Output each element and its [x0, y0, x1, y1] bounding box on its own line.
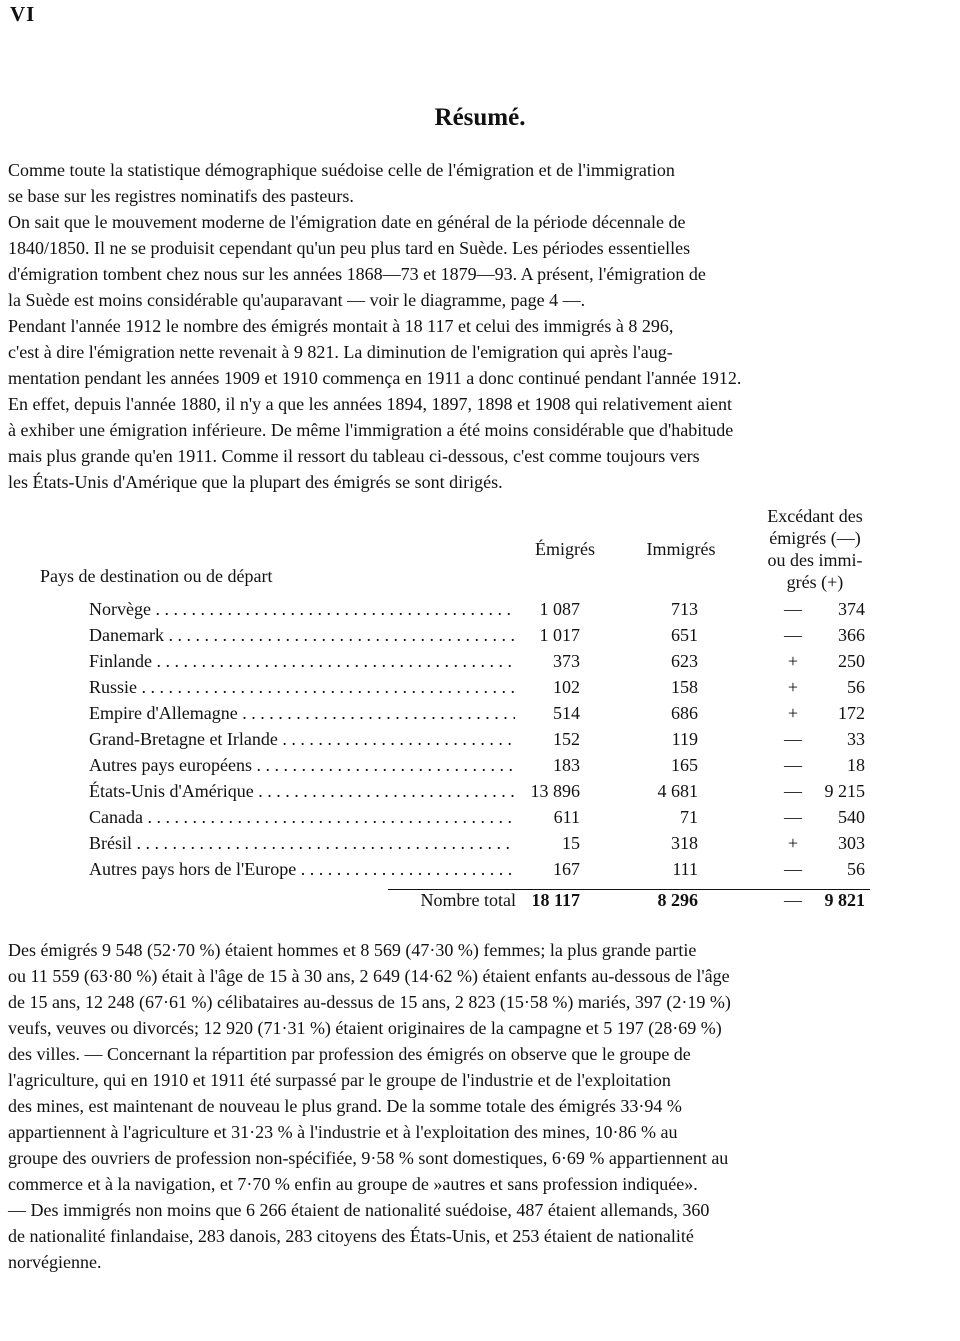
table-row — [0, 833, 960, 859]
row-country: Brésil . . . — [89, 833, 515, 854]
row-immigres: 686 — [671, 703, 698, 723]
text-line: En effet, depuis l'année 1880, il n'y a que les années 1894, 1897, 1898 et 1908 qui relativement aient — [8, 394, 732, 414]
table-row — [0, 599, 960, 625]
row-emigres: 183 — [553, 755, 580, 775]
row-country: Danemark . . . — [89, 625, 515, 646]
text-line: Pendant l'année 1912 le nombre des émigrés montait à 18 117 et celui des immigrés à 8 296, — [8, 316, 674, 336]
text-line: On sait que le mouvement moderne de l'émigration date en général de la période décennale de — [8, 212, 686, 232]
row-excedant: 172 — [838, 703, 865, 723]
header-excedant-line: ou des immi- — [767, 550, 863, 570]
row-immigres: 71 — [680, 807, 698, 827]
row-excedant: 33 — [847, 729, 865, 749]
row-sign: — — [784, 755, 802, 775]
row-emigres: 373 — [553, 651, 580, 671]
row-emigres: 167 — [553, 859, 580, 879]
intro-paragraph — [8, 157, 948, 495]
text-line: de 15 ans, 12 248 (67·61 %) célibataires au-dessus de 15 ans, 2 823 (15·58 %) mariés, 397 (2·19 %) — [8, 992, 731, 1012]
total-excedant: 9 821 — [824, 890, 865, 910]
row-country: Autres pays européens . . . — [89, 755, 515, 776]
row-country: Norvège . . . — [89, 599, 515, 620]
text-line: ou 11 559 (63·80 %) était à l'âge de 15 à 30 ans, 2 649 (14·62 %) étaient enfants au-dessous de l'âge — [8, 966, 730, 986]
text-line: se base sur les registres nominatifs des pasteurs. — [8, 186, 354, 206]
row-emigres: 13 896 — [530, 781, 580, 801]
row-emigres: 152 — [553, 729, 580, 749]
row-country: Finlande . . . — [89, 651, 515, 672]
row-excedant: 366 — [838, 625, 865, 645]
row-emigres: 1 087 — [539, 599, 580, 619]
row-emigres: 1 017 — [539, 625, 580, 645]
total-immigres: 8 296 — [657, 890, 698, 910]
table-row — [0, 729, 960, 755]
text-line: c'est à dire l'émigration nette revenait à 9 821. La diminution de l'emigration qui après l'aug- — [8, 342, 673, 362]
row-immigres: 158 — [671, 677, 698, 697]
table-row — [0, 625, 960, 651]
row-immigres: 318 — [671, 833, 698, 853]
row-immigres: 4 681 — [657, 781, 698, 801]
table-row — [0, 859, 960, 885]
total-label: Nombre total — [420, 890, 516, 910]
row-immigres: 165 — [671, 755, 698, 775]
row-emigres: 15 — [562, 833, 580, 853]
table-row — [0, 703, 960, 729]
header-excedant — [750, 505, 880, 593]
row-country: Empire d'Allemagne . . . — [89, 703, 515, 724]
total-sign: — — [784, 890, 802, 910]
row-sign: — — [784, 729, 802, 749]
row-sign: — — [784, 781, 802, 801]
row-sign: — — [784, 807, 802, 827]
header-country: Pays de destination ou de départ — [40, 566, 273, 586]
row-excedant: 56 — [847, 859, 865, 879]
text-line: veufs, veuves ou divorcés; 12 920 (71·31 %) étaient originaires de la campagne et 5 197 (28·69 %) — [8, 1018, 722, 1038]
text-line: d'émigration tombent chez nous sur les années 1868—73 et 1879—93. A présent, l'émigration de — [8, 264, 706, 284]
row-sign: + — [787, 651, 799, 671]
row-country: Canada . . . — [89, 807, 515, 828]
table-row — [0, 755, 960, 781]
text-line: la Suède est moins considérable qu'auparavant — voir le diagramme, page 4 —. — [8, 290, 586, 310]
row-sign: + — [787, 833, 799, 853]
text-line: appartiennent à l'agriculture et 31·23 % à l'industrie et à l'exploitation des mines, 10·86 % au — [8, 1122, 678, 1142]
row-emigres: 611 — [553, 807, 580, 827]
text-line: les États-Unis d'Amérique que la plupart des émigrés se sont dirigés. — [8, 472, 503, 492]
row-immigres: 111 — [672, 859, 698, 879]
row-country: Grand-Bretagne et Irlande . . . — [89, 729, 515, 750]
text-line: Des émigrés 9 548 (52·70 %) étaient hommes et 8 569 (47·30 %) femmes; la plus grande partie — [8, 940, 697, 960]
row-immigres: 651 — [671, 625, 698, 645]
text-line: l'agriculture, qui en 1910 et 1911 été surpassé par le groupe de l'industrie et de l'exploitation — [8, 1070, 671, 1090]
text-line: Comme toute la statistique démographique suédoise celle de l'émigration et de l'immigration — [8, 160, 675, 180]
text-line: 1840/1850. Il ne se produisit cependant qu'un peu plus tard en Suède. Les périodes essentielles — [8, 238, 691, 258]
row-excedant: 18 — [847, 755, 865, 775]
total-row — [0, 890, 960, 916]
text-line: groupe des ouvriers de profession non-spécifiée, 9·58 % sont domestiques, 6·69 % appartiennent au — [8, 1148, 729, 1168]
row-excedant: 303 — [838, 833, 865, 853]
row-excedant: 56 — [847, 677, 865, 697]
text-line: norvégienne. — [8, 1252, 102, 1272]
text-line: — Des immigrés non moins que 6 266 étaient de nationalité suédoise, 487 étaient allemands, 360 — [8, 1200, 710, 1220]
row-emigres: 102 — [553, 677, 580, 697]
text-line: mentation pendant les années 1909 et 1910 commença en 1911 a donc continué pendant l'année 1912. — [8, 368, 742, 388]
header-excedant-line: grés (+) — [786, 572, 844, 592]
row-excedant: 374 — [838, 599, 865, 619]
row-excedant: 9 215 — [824, 781, 865, 801]
text-line: de nationalité finlandaise, 283 danois, 283 citoyens des États-Unis, et 253 étaient de nationalité — [8, 1226, 694, 1246]
table-row — [0, 677, 960, 703]
row-immigres: 713 — [671, 599, 698, 619]
text-line: mais plus grande qu'en 1911. Comme il ressort du tableau ci-dessous, c'est comme toujours vers — [8, 446, 700, 466]
row-sign: + — [787, 677, 799, 697]
header-excedant-line: Excédant des — [767, 506, 863, 526]
row-excedant: 540 — [838, 807, 865, 827]
header-emigres: Émigrés — [535, 539, 595, 559]
row-immigres: 119 — [671, 729, 698, 749]
closing-paragraph — [8, 937, 948, 1275]
text-line: des mines, est maintenant de nouveau le plus grand. De la somme totale des émigrés 33·94 % — [8, 1096, 682, 1116]
row-emigres: 514 — [553, 703, 580, 723]
text-line: des villes. — Concernant la répartition par profession des émigrés on observe que le groupe de — [8, 1044, 691, 1064]
text-line: à exhiber une émigration inférieure. De même l'immigration a été moins considérable que d'habitude — [8, 420, 734, 440]
row-sign: — — [784, 599, 802, 619]
table-row — [0, 807, 960, 833]
header-excedant-line: émigrés (—) — [769, 528, 861, 548]
table-row — [0, 781, 960, 807]
row-excedant: 250 — [838, 651, 865, 671]
header-immigres: Immigrés — [646, 539, 716, 559]
row-country: Autres pays hors de l'Europe . . . — [89, 859, 515, 880]
page-number: VI — [10, 2, 36, 26]
row-sign: — — [784, 859, 802, 879]
total-emigres: 18 117 — [531, 890, 580, 910]
row-immigres: 623 — [671, 651, 698, 671]
page-title: Résumé. — [434, 104, 526, 131]
table-row — [0, 651, 960, 677]
row-country: États-Unis d'Amérique . . . — [89, 781, 515, 802]
row-country: Russie . . . — [89, 677, 515, 698]
text-line: commerce et à la navigation, et 7·70 % enfin au groupe de »autres et sans profession indiquée». — [8, 1174, 698, 1194]
row-sign: — — [784, 625, 802, 645]
row-sign: + — [787, 703, 799, 723]
